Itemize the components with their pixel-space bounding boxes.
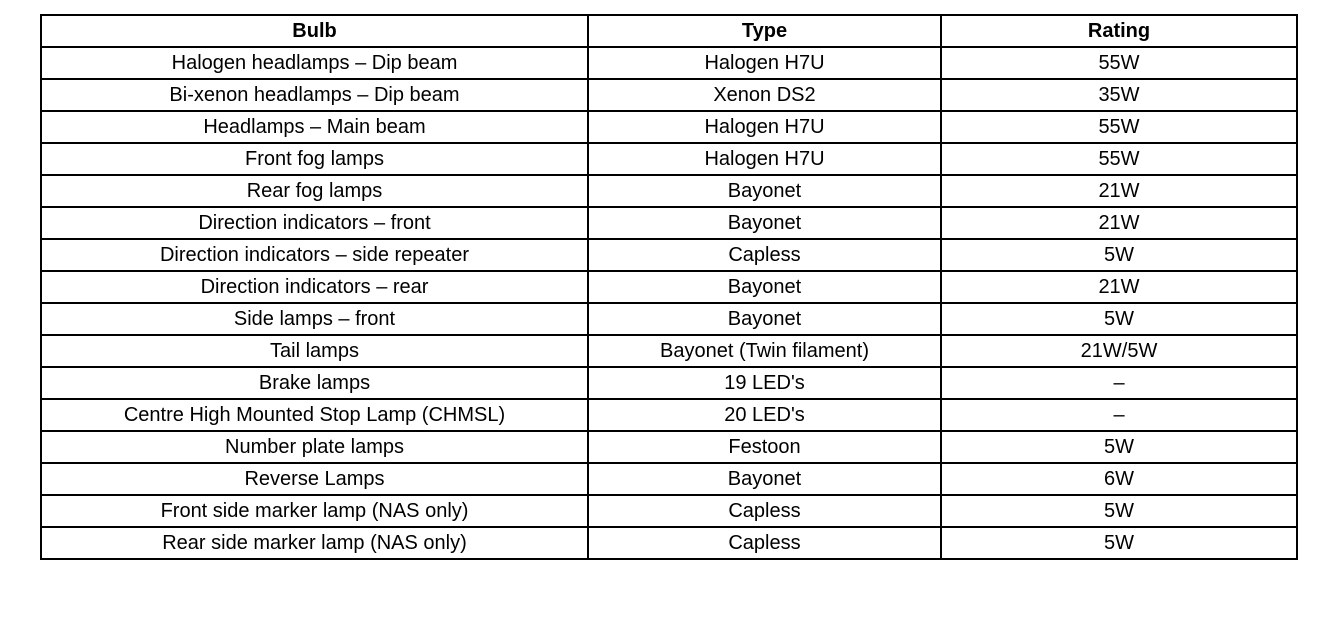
rating-cell: 5W	[941, 495, 1297, 527]
type-cell: Bayonet	[588, 175, 941, 207]
bulb-cell: Direction indicators – rear	[41, 271, 588, 303]
rating-cell: –	[941, 399, 1297, 431]
bulb-cell: Headlamps – Main beam	[41, 111, 588, 143]
table-row	[41, 495, 1297, 527]
bulb-cell: Brake lamps	[41, 367, 588, 399]
bulb-cell: Side lamps – front	[41, 303, 588, 335]
table-row	[41, 175, 1297, 207]
type-cell: Halogen H7U	[588, 47, 941, 79]
rating-cell: 21W	[941, 207, 1297, 239]
type-cell: Festoon	[588, 431, 941, 463]
type-cell: Capless	[588, 495, 941, 527]
table-row	[41, 399, 1297, 431]
bulb-cell: Direction indicators – side repeater	[41, 239, 588, 271]
rating-cell: –	[941, 367, 1297, 399]
bulb-cell: Bi-xenon headlamps – Dip beam	[41, 79, 588, 111]
bulb-cell: Front fog lamps	[41, 143, 588, 175]
type-cell: 19 LED's	[588, 367, 941, 399]
table-row	[41, 111, 1297, 143]
table-row	[41, 335, 1297, 367]
table-row	[41, 463, 1297, 495]
bulb-cell: Rear fog lamps	[41, 175, 588, 207]
table-row	[41, 303, 1297, 335]
type-cell: Bayonet (Twin filament)	[588, 335, 941, 367]
header-type: Type	[588, 15, 941, 47]
rating-cell: 35W	[941, 79, 1297, 111]
bulb-cell: Rear side marker lamp (NAS only)	[41, 527, 588, 559]
type-cell: Bayonet	[588, 303, 941, 335]
type-cell: Capless	[588, 239, 941, 271]
bulb-cell: Centre High Mounted Stop Lamp (CHMSL)	[41, 399, 588, 431]
rating-cell: 5W	[941, 303, 1297, 335]
rating-cell: 5W	[941, 527, 1297, 559]
bulb-cell: Halogen headlamps – Dip beam	[41, 47, 588, 79]
table-row	[41, 367, 1297, 399]
type-cell: Halogen H7U	[588, 143, 941, 175]
bulb-cell: Reverse Lamps	[41, 463, 588, 495]
type-cell: Xenon DS2	[588, 79, 941, 111]
rating-cell: 21W	[941, 175, 1297, 207]
bulb-cell: Number plate lamps	[41, 431, 588, 463]
bulb-cell: Tail lamps	[41, 335, 588, 367]
type-cell: Capless	[588, 527, 941, 559]
header-bulb: Bulb	[41, 15, 588, 47]
table-row	[41, 207, 1297, 239]
bulb-specification-table	[40, 14, 1298, 560]
table-row	[41, 527, 1297, 559]
rating-cell: 55W	[941, 47, 1297, 79]
header-rating: Rating	[941, 15, 1297, 47]
table-header	[41, 15, 1297, 47]
table-row	[41, 239, 1297, 271]
type-cell: Halogen H7U	[588, 111, 941, 143]
rating-cell: 55W	[941, 143, 1297, 175]
type-cell: Bayonet	[588, 207, 941, 239]
type-cell: Bayonet	[588, 463, 941, 495]
bulb-cell: Direction indicators – front	[41, 207, 588, 239]
table-row	[41, 431, 1297, 463]
rating-cell: 55W	[941, 111, 1297, 143]
rating-cell: 21W/5W	[941, 335, 1297, 367]
table-row	[41, 271, 1297, 303]
table-row	[41, 79, 1297, 111]
rating-cell: 6W	[941, 463, 1297, 495]
rating-cell: 21W	[941, 271, 1297, 303]
table-row	[41, 47, 1297, 79]
table-row	[41, 143, 1297, 175]
rating-cell: 5W	[941, 431, 1297, 463]
header-row	[41, 15, 1297, 47]
table-body	[41, 47, 1297, 559]
type-cell: 20 LED's	[588, 399, 941, 431]
type-cell: Bayonet	[588, 271, 941, 303]
rating-cell: 5W	[941, 239, 1297, 271]
bulb-cell: Front side marker lamp (NAS only)	[41, 495, 588, 527]
